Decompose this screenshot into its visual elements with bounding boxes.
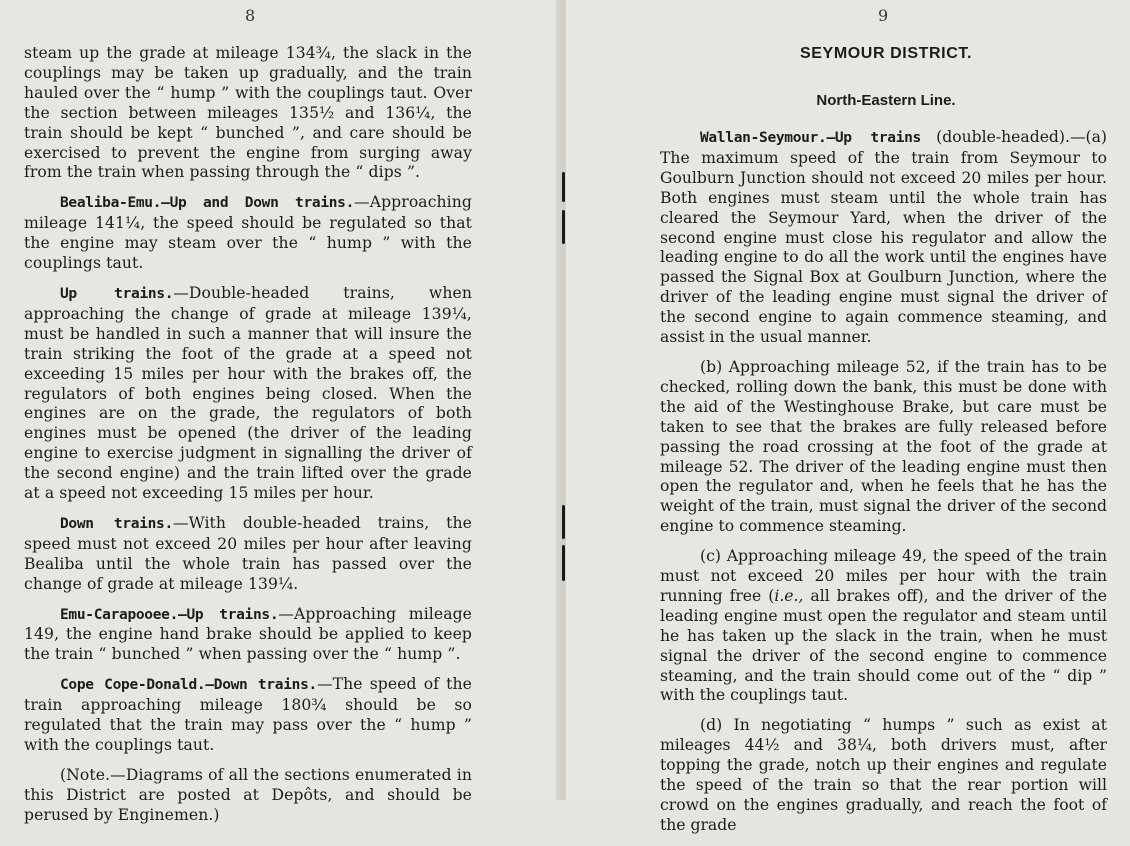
page-number-left: 8 xyxy=(245,6,256,25)
binding-mark xyxy=(562,545,565,581)
paragraph-note: (Note.—Diagrams of all the sections enumerated in this District are posted at Depôts, and should be perused by Enginemen.) xyxy=(24,765,472,824)
italic-abbreviation: i.e., xyxy=(774,586,804,605)
paragraph-text: —Double-headed trains, when approaching the change of grade at mileage 139¼, must be handled in such a manner that will insure the train striking the foot of the grade at a speed not exceeding 15 miles per hour with the brakes off, the regulators of both engines being closed. When the engines are on the grade, the regulators of both engines must be opened (the driver of the leading engine to exercise judgment in signalling the driver of the second engine) and the train lifted over the grade at a speed not exceeding 15 miles per hour. xyxy=(24,283,472,503)
paragraph-text: (double-headed).—(a) The maximum speed of the train from Seymour to Goulburn Junction should not exceed 20 miles per hour. Both engines must steam until the whole train has cleared the Seymour Yard, when the driver of the second engine must close his regulator and allow the leading engine to do all the work until the engines have passed the Signal Box at Goulburn Junction, where the driver of the leading engine must signal the driver of the second engine to again commence steaming, and assist in the usual manner. xyxy=(660,128,1107,347)
section-heading: Emu-Carapooee.—Up trains. xyxy=(60,606,279,623)
paragraph-text: —With double-headed trains, the speed must not exceed 20 miles per hour after leaving Bealiba until the whole train has passed over the change of grade at mileage 139¼. xyxy=(24,513,472,593)
paragraph-b: (b) Approaching mileage 52, if the train has to be checked, rolling down the bank, this must be done with the aid of the Westinghouse Brake, but care must be taken to see that the brakes are fully released before passing the road crossing at the foot of the grade at mileage 52. The driver of the leading engine must then open the regulator and, when he feels that he has the weight of the train, must signal the driver of the second engine to commence steaming. xyxy=(660,357,1107,536)
paragraph-text: —Approaching mileage 149, the engine hand brake should be applied to keep the train “ bunched ” when passing over the “ hump ”. xyxy=(24,604,473,664)
paragraph-continuation: steam up the grade at mileage 134¾, the slack in the couplings may be taken up gradually, and the train hauled over the “ hump ” with the couplings taut. Over the section between mileages 135½ and 136¼, the train should be kept “ bunched ”, and care should be exercised to prevent the engine from surging away from the train when passing through the “ dips ”. xyxy=(24,44,472,182)
section-heading: Down trains. xyxy=(60,515,173,532)
left-page xyxy=(0,0,560,824)
paragraph-text: all brakes off), and the driver of the leading engine must open the regulator and steam until he has taken up the slack in the train, when he must signal the driver of the second engine to commence steaming, and the train should come out of the “ dip ” with the couplings taut. xyxy=(660,586,1107,705)
paragraph-bealiba-emu xyxy=(24,193,472,274)
section-heading: Bealiba-Emu.—Up and Down trains. xyxy=(60,195,355,212)
paragraph-down-trains xyxy=(24,514,472,595)
paragraph-emu-carapooee xyxy=(24,605,472,666)
paragraph-text: (c) Approaching mileage 49, the speed of the train must not exceed 20 miles per hour with the train running free ( xyxy=(660,547,1107,605)
binding-mark xyxy=(562,210,565,244)
paragraph-up-trains xyxy=(24,284,472,504)
section-heading: Cope Cope-Donald.—Down trains. xyxy=(60,677,317,694)
section-heading: Wallan-Seymour.—Up trains xyxy=(700,130,921,146)
paragraph-d: (d) In negotiating “ humps ” such as exist at mileages 44½ and 38¼, both drivers must, after topping the grade, notch up their engines and regulate the speed of the train so that the rear portion will crowd on the engines gradually, and reach the foot of the grade xyxy=(660,716,1107,834)
right-page-body xyxy=(660,128,1107,846)
paragraph-c xyxy=(660,547,1107,706)
line-title: North-Eastern Line. xyxy=(816,92,956,109)
left-page-body xyxy=(24,44,472,836)
binding-mark xyxy=(562,505,565,539)
paragraph-text: —The speed of the train approaching mileage 180¾ should be so regulated that the train may pass over the “ hump ” with the couplings taut. xyxy=(24,675,472,754)
paragraph-wallan-seymour xyxy=(660,128,1107,348)
paragraph-cope-cope-donald xyxy=(24,675,472,756)
section-heading: Up trains. xyxy=(60,285,174,302)
binding-mark xyxy=(562,172,565,202)
page-number-right: 9 xyxy=(878,6,889,25)
paragraph-text: —Approaching mileage 141¼, the speed should be regulated so that the engine may steam over the “ hump ” with the couplings taut. xyxy=(24,193,472,273)
district-title: SEYMOUR DISTRICT. xyxy=(800,45,972,62)
